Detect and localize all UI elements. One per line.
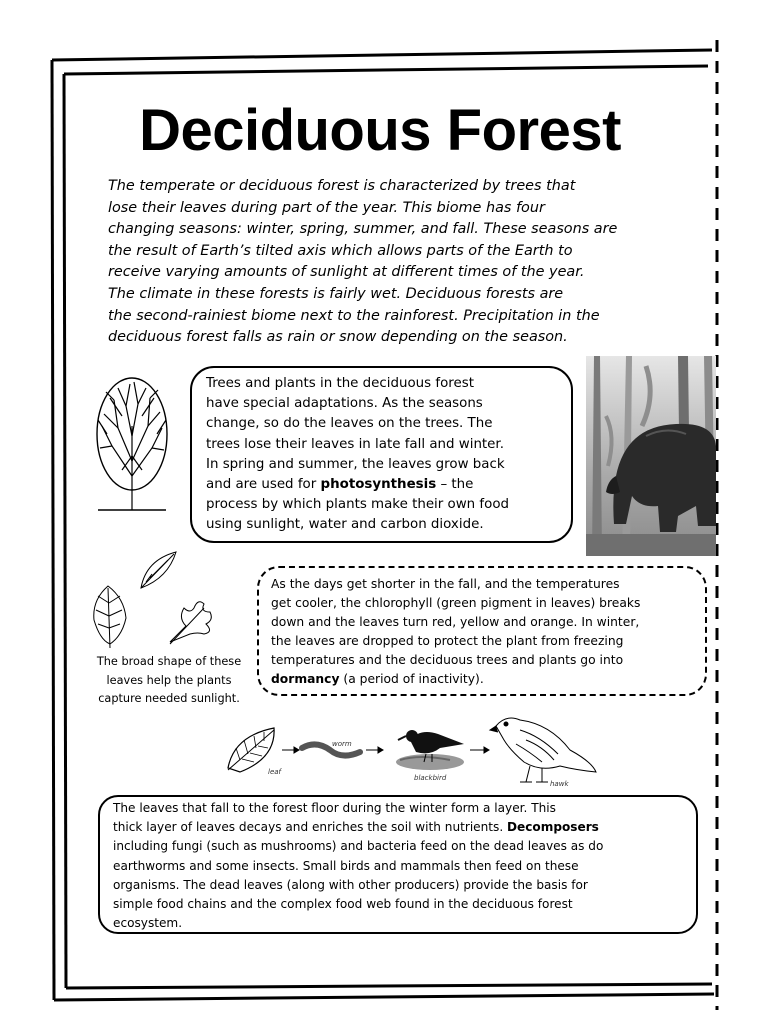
adaptations-line: In spring and summer, the leaves grow back [206,456,505,472]
adaptations-text-part: and are used for [206,477,321,493]
fall-line: down and the leaves turn red, yellow and orange. In winter, [271,615,640,629]
decomposers-line: earthworms and some insects. Small birds and mammals then feed on these [113,858,579,873]
food-chain-diagram [220,710,600,792]
fall-line: the leaves are dropped to protect the plant from freezing [271,634,624,648]
leaf-outlines-icon [86,548,226,650]
hawk-icon [490,718,596,782]
page-title: Deciduous Forest [139,98,621,163]
fall-line: As the days get shorter in the fall, and the temperatures [271,577,620,591]
fall-text-part: (a period of inactivity). [339,672,484,686]
decomposers-term: Decomposers [507,820,599,835]
fall-line: get cooler, the chlorophyll (green pigment in leaves) breaks [271,596,641,610]
intro-line: the second-rainiest biome next to the rainforest. Precipitation in the [108,307,600,324]
decomposers-text-part: thick layer of leaves decays and enriches the soil with nutrients. [113,820,508,835]
caption-line: capture needed sunlight. [98,692,240,705]
intro-line: deciduous forest falls as rain or snow depending on the season. [108,329,568,346]
caption-line: The broad shape of these [96,655,242,668]
bare-tree-icon [92,376,172,514]
blackbird-icon [396,730,464,770]
adaptations-line: Trees and plants in the deciduous forest [206,376,474,391]
bear-photo [586,356,716,556]
caption-line: leaves help the plants [106,673,232,687]
fall-line [271,670,703,689]
food-chain-label: worm [332,740,352,748]
adaptations-line: using sunlight, water and carbon dioxide. [206,517,484,533]
intro-line: the result of Earth’s tilted axis which allows parts of the Earth to [108,242,573,259]
dormancy-term: dormancy [271,672,340,686]
food-chain-label: hawk [550,780,569,788]
adaptations-line: trees lose their leaves in late fall and winter. [206,436,504,452]
intro-paragraph [108,176,698,349]
decomposers-line [113,818,693,837]
adaptations-text-part: – the [436,477,474,493]
fall-line: temperatures and the deciduous trees and plants go into [271,653,624,667]
decomposers-line: simple food chains and the complex food web found in the deciduous forest [113,897,573,912]
decomposers-text [113,799,693,933]
adaptations-text [206,374,568,536]
decomposers-line: organisms. The dead leaves (along with other producers) provide the basis for [113,877,588,892]
adaptations-line [206,475,568,495]
adaptations-line: have special adaptations. As the seasons [206,396,483,412]
intro-line: The temperate or deciduous forest is characterized by trees that [108,178,576,194]
fall-dormancy-text [271,575,703,689]
photosynthesis-term: photosynthesis [320,477,437,493]
decomposers-line: including fungi (such as mushrooms) and bacteria feed on the dead leaves as do [113,839,604,854]
intro-line: lose their leaves during part of the year. This biome has four [108,199,545,216]
leaf-icon [228,728,274,772]
adaptations-line: change, so do the leaves on the trees. The [206,416,493,432]
adaptations-line: process by which plants make their own food [206,497,510,513]
leaf-caption [80,653,258,709]
food-chain-label: leaf [268,768,282,776]
food-chain-label: blackbird [414,774,447,782]
intro-line: The climate in these forests is fairly wet. Deciduous forests are [108,285,564,302]
decomposers-line: The leaves that fall to the forest floor during the winter form a layer. This [113,801,556,815]
intro-line: changing seasons: winter, spring, summer, and fall. These seasons are [108,221,618,238]
decomposers-line: ecosystem. [113,916,183,931]
intro-line: receive varying amounts of sunlight at different times of the year. [108,264,585,281]
